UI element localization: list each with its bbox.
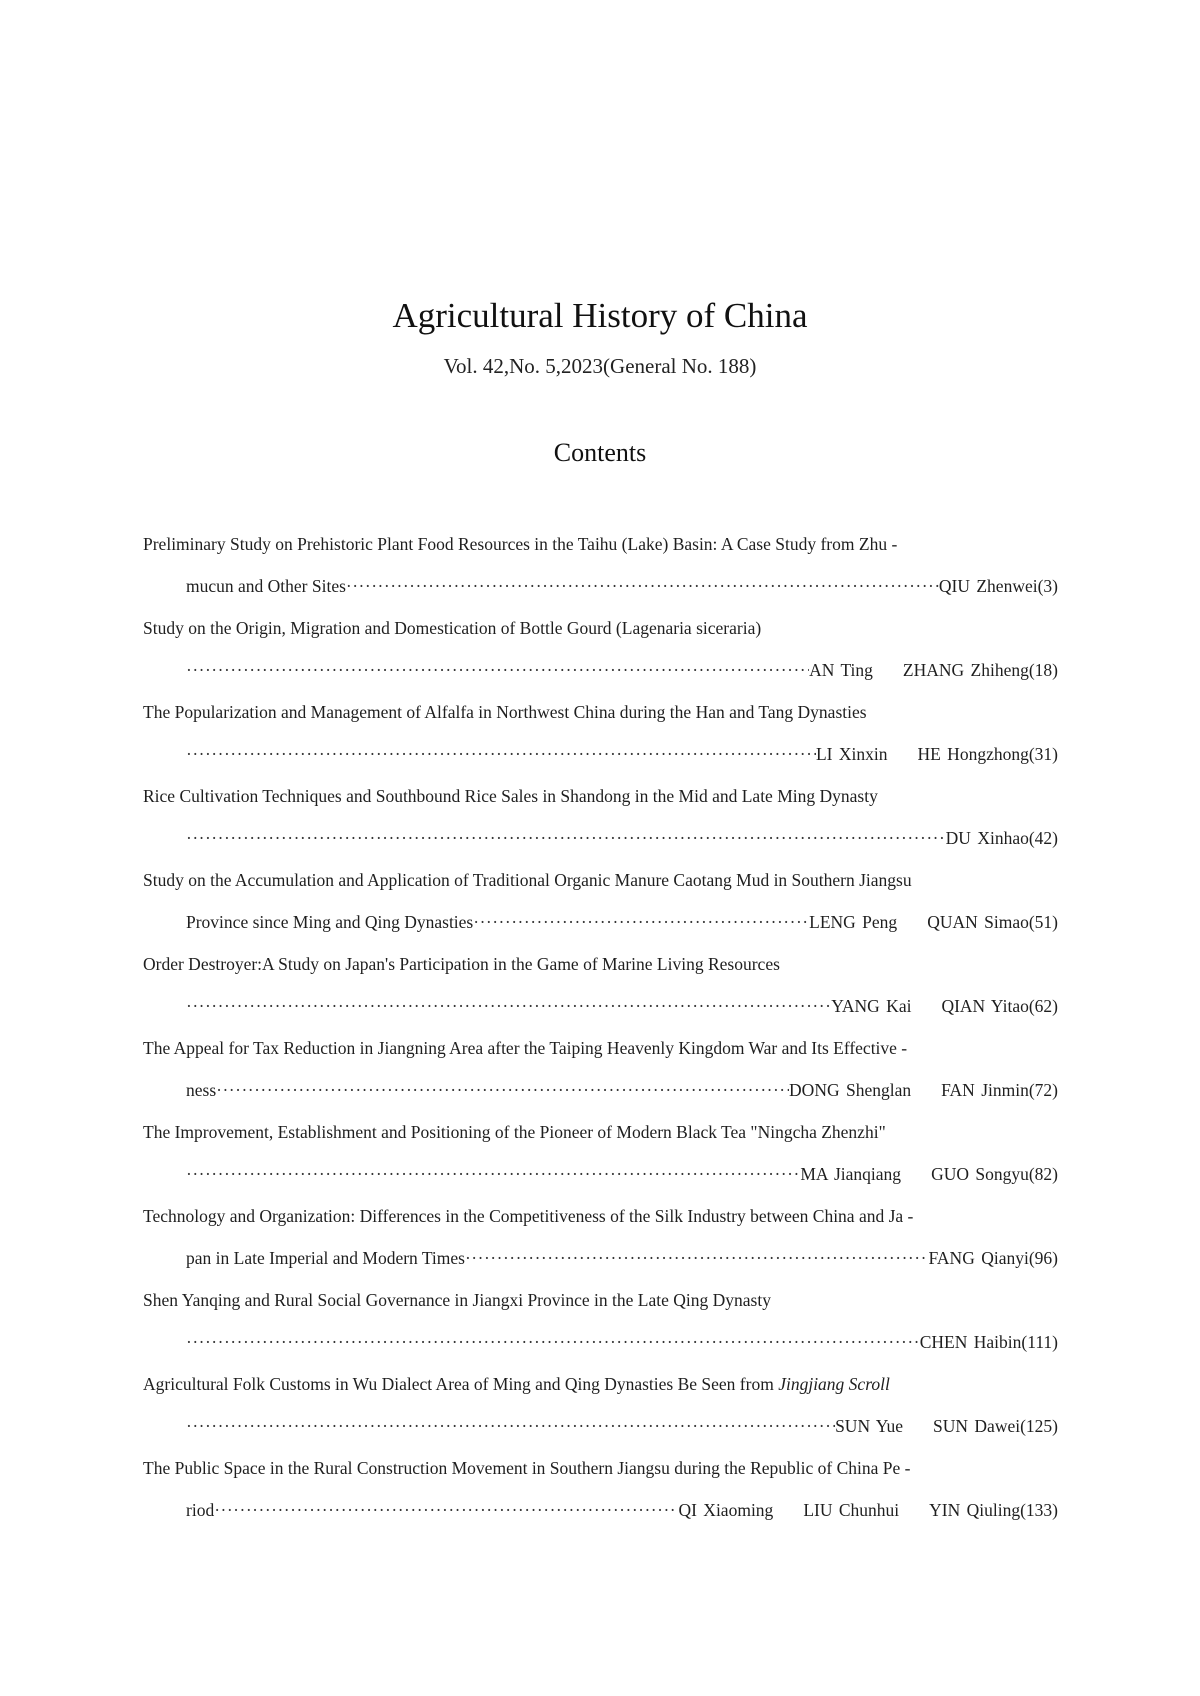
dot-leader	[186, 985, 831, 1027]
toc-title-continuation: riod	[186, 1500, 215, 1520]
dot-leader	[214, 1489, 678, 1531]
toc-entry-title	[143, 523, 1058, 565]
author-name: QIU Zhenwei	[938, 576, 1038, 596]
toc-entry[interactable]	[143, 775, 1058, 859]
toc-authors	[789, 1069, 1029, 1111]
toc-entry[interactable]	[143, 1279, 1058, 1363]
toc-page-number: (51)	[1028, 912, 1058, 932]
toc-authors	[678, 1489, 1020, 1531]
toc-entry[interactable]	[143, 1111, 1058, 1195]
toc-entry-title	[143, 1111, 1058, 1153]
toc-entry-title	[143, 1363, 1058, 1405]
author-name: HE Hongzhong	[917, 744, 1029, 764]
toc-authors	[835, 1405, 1020, 1447]
author-name: GUO Songyu	[931, 1164, 1029, 1184]
toc-entry-title	[143, 775, 1058, 817]
author-name: LIU Chunhui	[803, 1500, 900, 1520]
toc-entry-title	[143, 1447, 1058, 1489]
toc-entry-title	[143, 943, 1058, 985]
toc-title-continuation: Province since Ming and Qing Dynasties	[186, 912, 474, 932]
toc-title-text: The Popularization and Management of Alfalfa in Northwest China during the Han and Tang Dynasties	[143, 702, 867, 722]
author-name: YANG Kai	[831, 996, 912, 1016]
toc-entry-byline	[143, 565, 1058, 607]
toc-entry[interactable]	[143, 943, 1058, 1027]
toc-authors	[928, 1237, 1028, 1279]
toc-page-number: (18)	[1028, 660, 1058, 680]
toc-entry-byline	[143, 733, 1058, 775]
toc-entry[interactable]	[143, 1447, 1058, 1531]
dot-leader	[216, 1069, 789, 1111]
toc-title-text: Preliminary Study on Prehistoric Plant Food Resources in the Taihu (Lake) Basin: A Case Study from Zhu -	[143, 534, 898, 554]
toc-title-text: Rice Cultivation Techniques and Southbound Rice Sales in Shandong in the Mid and Late Ming Dynasty	[143, 786, 878, 806]
toc-page-number: (96)	[1028, 1248, 1058, 1268]
author-name: DONG Shenglan	[789, 1080, 912, 1100]
toc-entry-byline	[143, 985, 1058, 1027]
toc-entry[interactable]	[143, 859, 1058, 943]
dot-leader	[186, 733, 816, 775]
toc-title-text: The Appeal for Tax Reduction in Jiangning Area after the Taiping Heavenly Kingdom War and Its Effective -	[143, 1038, 908, 1058]
author-name: LENG Peng	[809, 912, 898, 932]
toc-entry-title	[143, 691, 1058, 733]
author-name: ZHANG Zhiheng	[902, 660, 1029, 680]
toc-title-text: Agricultural Folk Customs in Wu Dialect Area of Ming and Qing Dynasties Be Seen from	[143, 1374, 779, 1394]
toc-title-text: Order Destroyer:A Study on Japan's Participation in the Game of Marine Living Resources	[143, 954, 780, 974]
toc-title-continuation: mucun and Other Sites	[186, 576, 346, 596]
toc-entry[interactable]	[143, 607, 1058, 691]
toc-authors	[831, 985, 1029, 1027]
author-name: QIAN Yitao	[941, 996, 1029, 1016]
toc-entry[interactable]	[143, 523, 1058, 607]
toc-title-italic: Jingjiang Scroll	[778, 1374, 890, 1394]
dot-leader	[186, 817, 946, 859]
author-name: SUN Yue	[835, 1416, 904, 1436]
toc-page-number: (62)	[1028, 996, 1058, 1016]
toc-page-number: (125)	[1020, 1416, 1058, 1436]
toc-title-continuation: pan in Late Imperial and Modern Times	[186, 1248, 465, 1268]
toc-entry-byline	[143, 1069, 1058, 1111]
contents-heading: Contents	[553, 438, 647, 467]
toc-entry-byline	[143, 1489, 1058, 1531]
dot-leader	[465, 1237, 929, 1279]
toc-entry-byline	[143, 1405, 1058, 1447]
toc-entry[interactable]	[143, 1195, 1058, 1279]
toc-title-text: Shen Yanqing and Rural Social Governance in Jiangxi Province in the Late Qing Dynasty	[143, 1290, 771, 1310]
author-name: QI Xiaoming	[678, 1500, 774, 1520]
toc-entry-byline	[143, 649, 1058, 691]
toc-entry-byline	[143, 901, 1058, 943]
toc-title-text: Study on the Origin, Migration and Domestication of Bottle Gourd (Lagenaria siceraria)	[143, 618, 762, 638]
author-name: YIN Qiuling	[929, 1500, 1021, 1520]
toc-entry-title	[143, 1279, 1058, 1321]
toc-page-number: (72)	[1028, 1080, 1058, 1100]
toc-page-number: (3)	[1037, 576, 1058, 596]
dot-leader	[186, 1321, 920, 1363]
toc-page-number: (42)	[1028, 828, 1058, 848]
toc-page-number: (133)	[1020, 1500, 1058, 1520]
toc-entry-title	[143, 607, 1058, 649]
toc-entry-title	[143, 1195, 1058, 1237]
table-of-contents	[143, 523, 1058, 1531]
toc-title-text: The Public Space in the Rural Construction Movement in Southern Jiangsu during the Republic of China Pe -	[143, 1458, 911, 1478]
toc-authors	[809, 649, 1029, 691]
toc-entry-byline	[143, 817, 1058, 859]
author-name: DU Xinhao	[945, 828, 1029, 848]
author-name: FANG Qianyi	[928, 1248, 1029, 1268]
toc-title-text: Technology and Organization: Differences in the Competitiveness of the Silk Industry between China and Ja -	[143, 1206, 914, 1226]
toc-entry[interactable]	[143, 1363, 1058, 1447]
dot-leader	[346, 565, 939, 607]
dot-leader	[473, 901, 809, 943]
toc-entry-title	[143, 1027, 1058, 1069]
toc-authors	[920, 1321, 1022, 1363]
toc-title-text: Study on the Accumulation and Application of Traditional Organic Manure Caotang Mud in Southern Jiangsu	[143, 870, 912, 890]
toc-entry[interactable]	[143, 1027, 1058, 1111]
author-name: AN Ting	[809, 660, 873, 680]
author-name: LI Xinxin	[815, 744, 888, 764]
toc-authors	[809, 901, 1029, 943]
toc-entry-byline	[143, 1153, 1058, 1195]
toc-title-continuation: ness	[186, 1080, 217, 1100]
toc-page-number: (111)	[1021, 1332, 1058, 1352]
toc-page-number: (31)	[1028, 744, 1058, 764]
author-name: SUN Dawei	[933, 1416, 1021, 1436]
toc-entry[interactable]	[143, 691, 1058, 775]
dot-leader	[186, 1405, 835, 1447]
toc-authors	[800, 1153, 1028, 1195]
author-name: QUAN Simao	[927, 912, 1029, 932]
toc-authors	[816, 733, 1029, 775]
toc-title-text: The Improvement, Establishment and Positioning of the Pioneer of Modern Black Tea "Ningcha Zhenzhi"	[143, 1122, 886, 1142]
author-name: FAN Jinmin	[941, 1080, 1029, 1100]
toc-authors	[946, 817, 1029, 859]
toc-page-number: (82)	[1028, 1164, 1058, 1184]
issue-info: Vol. 42,No. 5,2023(General No. 188)	[443, 354, 757, 378]
toc-authors	[939, 565, 1038, 607]
dot-leader	[186, 649, 809, 691]
author-name: MA Jianqiang	[800, 1164, 902, 1184]
dot-leader	[186, 1153, 800, 1195]
toc-entry-title	[143, 859, 1058, 901]
author-name: CHEN Haibin	[919, 1332, 1022, 1352]
toc-entry-byline	[143, 1237, 1058, 1279]
toc-entry-byline	[143, 1321, 1058, 1363]
journal-title: Agricultural History of China	[392, 296, 808, 335]
